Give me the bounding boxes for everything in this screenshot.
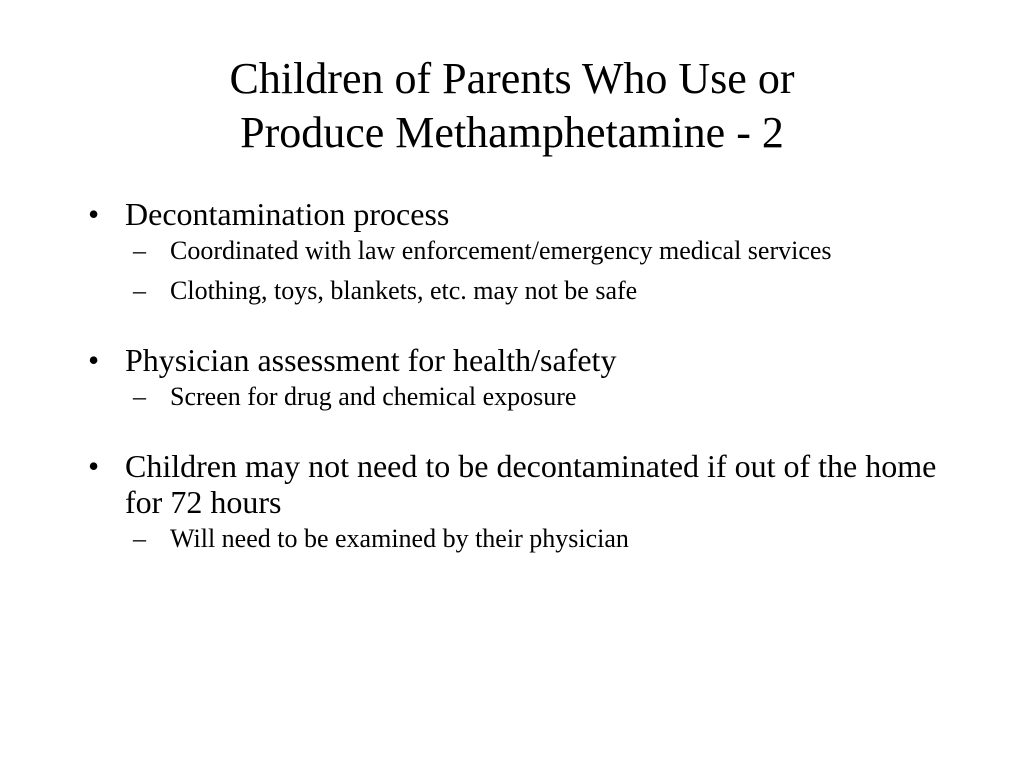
bullet-marker: • bbox=[88, 342, 100, 378]
slide-title-line-1: Children of Parents Who Use or bbox=[229, 54, 795, 103]
sub-bullet-text: Screen for drug and chemical exposure bbox=[170, 382, 577, 411]
sub-bullet-item bbox=[125, 276, 958, 306]
sub-bullet-list bbox=[88, 382, 958, 412]
bullet-text: Children may not need to be decontaminated if out of the home for 72 hours bbox=[125, 448, 937, 520]
bullet-item bbox=[88, 342, 958, 378]
bullet-group-physician-assessment bbox=[88, 342, 958, 412]
bullet-group-decontamination-exception bbox=[88, 448, 958, 554]
sub-bullet-item bbox=[125, 524, 958, 554]
bullet-item bbox=[88, 448, 958, 520]
sub-bullet-marker: – bbox=[133, 524, 146, 553]
sub-bullet-item bbox=[125, 382, 958, 412]
sub-bullet-text: Will need to be examined by their physician bbox=[170, 524, 629, 553]
sub-bullet-list bbox=[88, 236, 958, 306]
sub-bullet-list bbox=[88, 524, 958, 554]
slide-title-line-2: Produce Methamphetamine - 2 bbox=[240, 108, 784, 157]
bullet-text: Decontamination process bbox=[125, 196, 450, 232]
sub-bullet-item bbox=[125, 236, 958, 266]
sub-bullet-marker: – bbox=[133, 382, 146, 411]
bullet-item bbox=[88, 196, 958, 232]
sub-bullet-text: Coordinated with law enforcement/emergency medical services bbox=[170, 236, 832, 265]
bullet-text: Physician assessment for health/safety bbox=[125, 342, 617, 378]
slide-title bbox=[60, 52, 964, 160]
bullet-marker: • bbox=[88, 196, 100, 232]
slide-content bbox=[88, 196, 958, 564]
bullet-marker: • bbox=[88, 448, 100, 484]
bullet-group-decontamination bbox=[88, 196, 958, 306]
sub-bullet-marker: – bbox=[133, 276, 146, 305]
sub-bullet-marker: – bbox=[133, 236, 146, 265]
sub-bullet-text: Clothing, toys, blankets, etc. may not be safe bbox=[170, 276, 638, 305]
